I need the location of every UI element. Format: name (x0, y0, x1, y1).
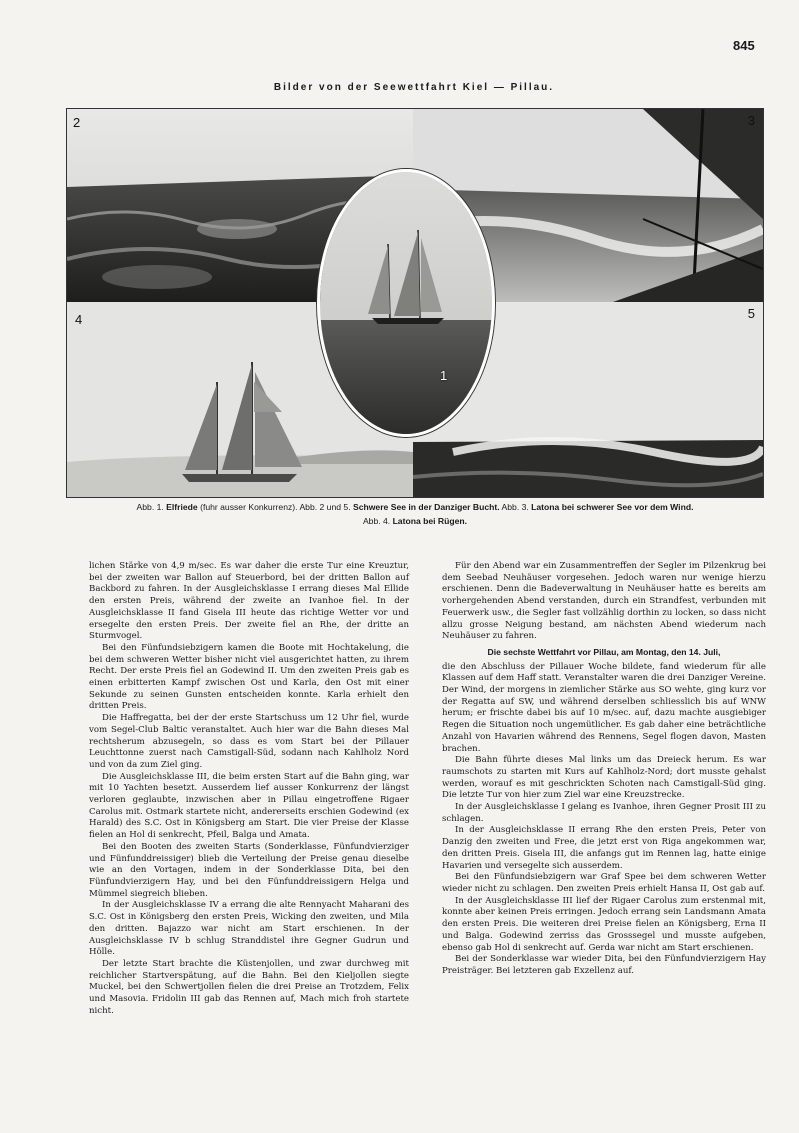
paragraph: lichen Stärke von 4,9 m/sec. Es war daher die erste Tur eine Kreuztur, bei der zweiten war Ballon auf Steuerbord, bei der dritten Ballon auf Backbord zu fahren. In der Ausgleichsklasse I errang dieses Mal Ellide den ersten Preis, während der zweite an Ivanhoe fiel. In der Ausgleichsklasse II fand Gisela III heute das richtige Wetter vor und ersegelte den ersten Preis. Der zweite fiel an Rhe, der dritte an Sturmvogel. (89, 561, 409, 642)
photo-number-2: 2 (73, 115, 81, 130)
photo-elfriede-1 (317, 169, 495, 437)
paragraph: Der letzte Start brachte die Küstenjollen, und zwar durchweg mit reichlicher Startverspätung, auf die Bahn. Bei den Kieljollen siegte Muckel, bei den Schwertjollen fielen die drei Preise an Trotzdem, Felix und Masovia. Fridolin III gab das Rennen auf, Mach mich froh startete nicht. (89, 958, 409, 1016)
caption-abb1-note: (fuhr ausser Konkurrenz). (200, 502, 298, 512)
photo-plate (66, 108, 764, 498)
paragraph: Die Ausgleichsklasse III, die beim ersten Start auf die Bahn ging, war mit 10 Yachten besetzt. Ausserdem lief ausser Konkurrenz der längst verloren geglaubte, inzwischen aber in Pillau eingetroffene Rigaer Carolus mit. Ostmark startete nicht, andererseits erschien Godewind (ex Harald) des S.C. Ost in Königsberg am Start. Die vier Preise der Klasse fielen an Hol di senkrecht, Pfeil, Balga und Amata. (89, 771, 409, 841)
photo-number-1: 1 (440, 368, 448, 383)
page-number: 845 (733, 38, 755, 53)
photo-number-4: 4 (75, 312, 83, 327)
paragraph: Bei den Booten des zweiten Starts (Sonderklasse, Fünfundvierziger und Fünfunddreissiger) blieb die Verteilung der Preise genau dieselbe wie an den Vortagen, indem in der Sonderklasse Dita, bei den Fünfundvierzigern Hay, und bei den Fünfunddreissigern Helga und Mümmel siegreich blieben. (89, 841, 409, 899)
caption-abb25-title: Schwere See in der Danziger Bucht. (352, 502, 500, 512)
caption-abb3-label: Abb. 3. (501, 502, 529, 512)
paragraph: In der Ausgleichsklasse IV a errang die alte Rennyacht Maharani des S.C. Ost in Königsberg den ersten Preis, Wicking den zweiten, und Mila den dritten. Bajazzo war nicht am Start erschienen. In der Ausgleichsklasse IV b schlug Stranddistel ihre Gegner Gudrun und Hölle. (89, 900, 409, 958)
paragraph: die den Abschluss der Pillauer Woche bildete, fand wiederum für alle Klassen auf dem Haff statt. Veranstalter waren die drei Danziger Vereine. Der Wind, der morgens in ziemlicher Stärke aus SO wehte, ging kurz vor der Regatta auf SW, und während derselben schliesslich bis auf WNW herum; er frischte dabei bis auf 10 m/sec. auf, dazu machte ausgiebiger Regen die Situation noch ungemütlicher. Es gab daher eine beträchtliche Anzahl von Havarien während des Rennens, Segel flogen davon, Masten brachen. (442, 661, 766, 754)
paragraph: Für den Abend war ein Zusammentreffen der Segler im Pilzenkrug bei dem Seebad Neuhäuser vorgesehen. Jedoch waren nur wenige hierzu erschienen. Denn die Badeverwaltung in Neuhäuser hatte es bereits am vorhergehenden Abend verstanden, durch ein Strandfest, verbunden mit Feuerwerk usw., die Segler fast vollzählig dorthin zu locken, so dass nicht allzu grosse Neigung bestand, am nächsten Abend wiederum nach Neuhäuser zu fahren. (442, 561, 766, 642)
caption-abb1-title: Elfriede (166, 502, 198, 512)
caption-abb3-title: Latona bei schwerer See vor dem Wind. (531, 502, 694, 512)
caption-abb1-label: Abb. 1. (136, 502, 164, 512)
caption-abb4-label: Abb. 4. (362, 516, 391, 526)
photo-number-5: 5 (747, 306, 755, 321)
figure-caption (60, 500, 770, 528)
paragraph: Bei den Fünfundsiebzigern kamen die Boote mit Hochtakelung, die bei dem schweren Wetter bisher nicht viel ausgerichtet hatten, zu ihrem Recht. Der erste Preis fiel an Godewind II. Um den zweiten Preis gab es einen erbitterten Kampf zwischen Ost und Karla, den Ost mit einer Sekunde zu seinen Gunsten entscheiden konnte. Karla erhielt den dritten Preis. (89, 642, 409, 712)
section-heading: Die sechste Wettfahrt vor Pillau, am Montag, den 14. Juli, (487, 646, 721, 657)
caption-abb25-label: Abb. 2 und 5. (299, 502, 351, 512)
caption-abb4-title: Latona bei Rügen. (392, 516, 468, 526)
paragraph: Die Haffregatta, bei der der erste Startschuss um 12 Uhr fiel, wurde vom Segel-Club Baltic veranstaltet. Auch hier war die Bahn dieses Mal rechtsherum abzusegeln, so dass es vom Start bei der Pillauer Leuchttonne zuerst nach Camstigall-Süd, sodann nach Kahlholz Nord und von da zum Ziel ging. (89, 713, 409, 770)
page-heading: Bilder von der Seewettfahrt Kiel — Pillau. (273, 82, 555, 93)
right-column (442, 561, 766, 978)
paragraph: In der Ausgleichsklasse II errang Rhe den ersten Preis, Peter von Danzig den zweiten und Free, die jetzt erst von Riga angekommen war, den dritten Preis. Gisela III, die anfangs gut im Rennen lag, hatte einige Havarien und versegelte sich ausserdem. (442, 825, 766, 871)
paragraph: Bei der Sonderklasse war wieder Dita, bei den Fünfundvierzigern Hay Preisträger. Bei letzteren gab Exzellenz auf. (442, 954, 766, 976)
paragraph: In der Ausgleichsklasse III lief der Rigaer Carolus zum erstenmal mit, konnte aber keinen Preis erringen. Jedoch errang sein Landsmann Amata den ersten Preis. Die weiteren drei Preise fielen an Königsberg, Erna II und Balga. Godewind zerriss das Grosssegel und musste aufgeben, ebenso gab Hol di senkrecht auf. Gerda war nicht am Start erschienen. (442, 895, 766, 953)
left-column (89, 561, 409, 1017)
paragraph: In der Ausgleichsklasse I gelang es Ivanhoe, ihren Gegner Prosit III zu schlagen. (442, 802, 766, 824)
paragraph: Die Bahn führte dieses Mal links um das Dreieck herum. Es war raumschots zu starten mit Kurs auf Kahlholz-Nord; dort musste gehalst werden, worauf es mit geschrickten Schoten nach Camstigall-Süd ging. Die letzte Tur von hier zum Ziel war eine Kreuzstrecke. (442, 755, 766, 801)
photo-number-3: 3 (747, 113, 755, 128)
paragraph: Bei den Fünfundsiebzigern war Graf Spee bei dem schweren Wetter wieder nicht zu schlagen. Den zweiten Preis erhielt Hansa II, Ost gab auf. (442, 872, 766, 894)
